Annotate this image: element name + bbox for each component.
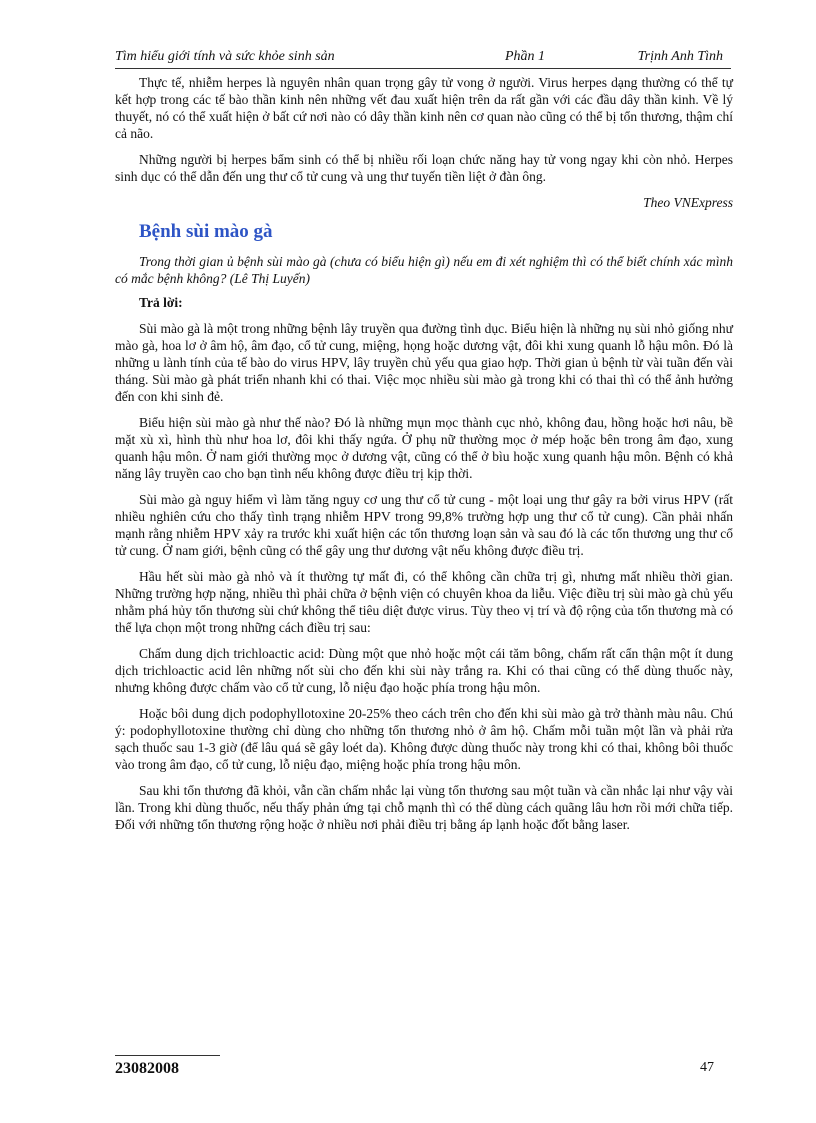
page-content <box>115 74 733 842</box>
answer-paragraph: Chấm dung dịch trichloactic acid: Dùng một que nhỏ hoặc một cái tăm bông, chấm rất cẩn thận một ít dung dịch trichloactic acid lên những nốt sùi cho đến khi sùi này trắng ra. Khi có thai cũng có thể dùng thuốc này, nhưng không được chấm vào cổ tử cung, lỗ niệu đạo hoặc phía trong hậu môn. <box>115 646 733 695</box>
answer-paragraph: Biểu hiện sùi mào gà như thế nào? Đó là những mụn mọc thành cục nhỏ, không đau, hồng hoặc hơi nâu, bề mặt xù xì, hình thù như hoa lơ, đôi khi thấy ngứa. Ở phụ nữ thường mọc ở mép hoặc bên trong âm đạo, xung quanh hậu môn. Ở nam giới thường mọc ở dương vật, cũng có thể ở bìu hoặc xung quanh hậu môn. Bệnh có khả năng lây truyền cao cho bạn tình nếu không được điều trị kịp thời. <box>115 415 733 481</box>
footer-rule <box>115 1055 220 1056</box>
answer-paragraph: Sùi mào gà nguy hiểm vì làm tăng nguy cơ ung thư cổ tử cung - một loại ung thư gây ra bởi virus HPV (rất nhiều nghiên cứu cho thấy tình trạng nhiễm HPV trong 99,8% trường hợp ung thư cổ tử cung). Cần phải nhấn mạnh rằng nhiễm HPV xảy ra trước khi xuất hiện các tổn thương loạn sản và sau đó là các tổn thương ung thư cổ tử cung. Ở nam giới, bệnh cũng có thể gây ung thư dương vật nếu không được điều trị. <box>115 492 733 558</box>
page-header <box>115 48 731 69</box>
answer-paragraph: Sau khi tổn thương đã khỏi, vẫn cần chấm nhắc lại vùng tổn thương sau một tuần và cần nhắc lại như vậy vài lần. Trong khi dùng thuốc, nếu thấy phản ứng tại chỗ mạnh thì có thể dùng cách quãng lâu hơn rồi mới chữa tiếp. Đối với những tổn thương rộng hoặc ở nhiều nơi phải điều trị bằng áp lạnh hoặc đốt bằng laser. <box>115 783 733 832</box>
page-number: 47 <box>700 1060 714 1075</box>
header-author: Trịnh Anh Tình <box>637 49 723 64</box>
reader-question: Trong thời gian ủ bệnh sùi mào gà (chưa có biểu hiện gì) nếu em đi xét nghiệm thì có thể biết chính xác mình có mắc bệnh không? (Lê Thị Luyến) <box>115 254 733 286</box>
answer-paragraph: Hầu hết sùi mào gà nhỏ và ít thường tự mất đi, có thể không cần chữa trị gì, nhưng mất nhiều thời gian. Những trường hợp nặng, nhiều thì phải chữa ở bệnh viện có chuyên khoa da liễu. Việc điều trị sùi mào gà chủ yếu nhằm phá hủy tổn thương sùi chứ không thể tiêu diệt được virus. Tùy theo vị trí và độ rộng của tổn thương mà có thể lựa chọn một trong những cách điều trị sau: <box>115 569 733 635</box>
section-title: Bệnh sùi mào gà <box>139 221 273 242</box>
intro-paragraph: Những người bị herpes bẩm sinh có thể bị nhiều rối loạn chức năng hay tử vong ngay khi còn nhỏ. Herpes sinh dục có thể dẫn đến ung thư cổ tử cung và ung thư tuyến tiền liệt ở đàn ông. <box>115 152 733 184</box>
answer-paragraph: Hoặc bôi dung dịch podophyllotoxine 20-25% theo cách trên cho đến khi sùi mào gà trở thành màu nâu. Chú ý: podophyllotoxine thường chỉ dùng cho những tổn thương nhỏ ở âm hộ. Chấm mỗi tuần một lần và phải rửa sạch thuốc sau 1-3 giờ (để lâu quá sẽ gây loét da). Không được dùng thuốc này trong khi có thai, không bôi thuốc vào trong âm đạo, cổ tử cung, lỗ niệu đạo, miệng hoặc phía trong hậu môn. <box>115 706 733 772</box>
intro-paragraph: Thực tế, nhiễm herpes là nguyên nhân quan trọng gây tử vong ở người. Virus herpes dạng thường có thể tự kết hợp trong các tế bào thần kinh nên những vết đau xuất hiện trên da rất gần với các đầu dây thần kinh. Về lý thuyết, nó có thể xuất hiện ở bất cứ nơi nào có dây thần kinh nên cơ quan nào cũng có thể bị tổn thương, thậm chí cả não. <box>115 75 733 141</box>
header-part: Phần 1 <box>505 49 546 64</box>
source-credit: Theo VNExpress <box>643 195 733 210</box>
answer-label: Trả lời: <box>139 295 183 310</box>
footer-date: 23082008 <box>115 1060 179 1077</box>
answer-paragraph: Sùi mào gà là một trong những bệnh lây truyền qua đường tình dục. Biểu hiện là những nụ sùi nhỏ giống như mào gà, hoa lơ ở âm hộ, âm đạo, cổ tử cung, miệng, họng hoặc dương vật, đôi khi xung quanh lỗ hậu môn. Đó là những u lành tính của tế bào do virus HPV, lây truyền chủ yếu qua giao hợp. Thời gian ủ bệnh từ vài tuần đến vài tháng. Sùi mào gà phát triển nhanh khi có thai. Việc mọc nhiều sùi mào gà trong khi có thai thì có thể ảnh hưởng đến con khi sinh đẻ. <box>115 321 733 404</box>
header-book-title: Tìm hiểu giới tính và sức khỏe sinh sản <box>115 49 335 64</box>
